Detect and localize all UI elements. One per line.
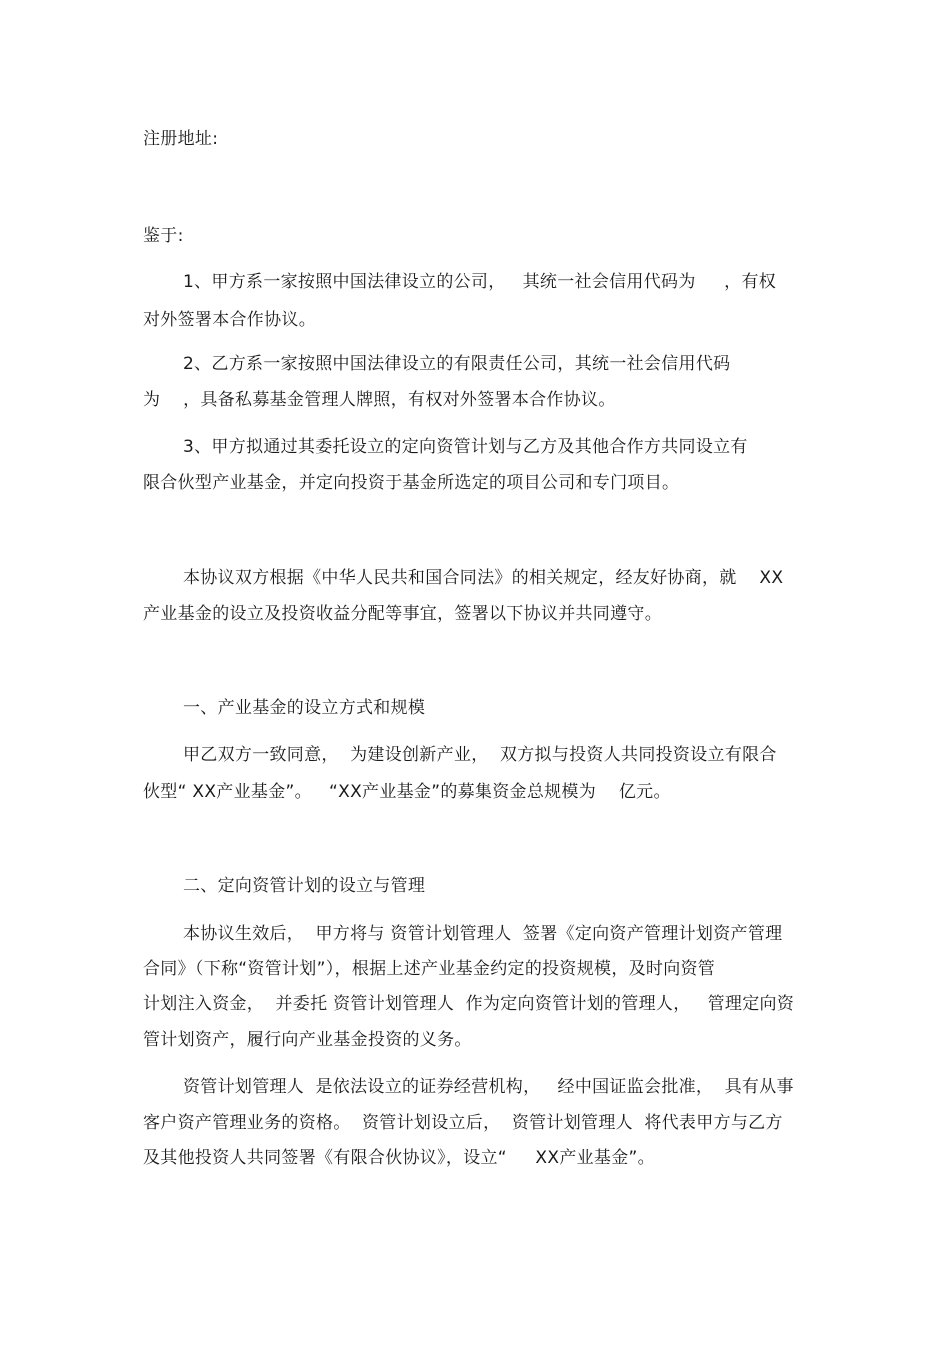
- section-2-p1-line-1: 本协议生效后， 甲方将与 资管计划管理人 签署《定向资产管理计划资产管理: [183, 924, 783, 944]
- clause-2-line-1: 2、乙方系一家按照中国法律设立的有限责任公司，其统一社会信用代码: [183, 354, 731, 374]
- clause-3-line-2: 限合伙型产业基金，并定向投资于基金所选定的项目公司和专门项目。: [143, 473, 680, 493]
- intro-line-1: 本协议双方根据《中华人民共和国合同法》的相关规定，经友好协商，就 XX: [183, 568, 784, 588]
- whereas-heading: 鉴于:: [143, 226, 184, 246]
- intro-line-2: 产业基金的设立及投资收益分配等事宜，签署以下协议并共同遵守。: [143, 604, 662, 624]
- clause-3-line-1: 3、甲方拟通过其委托设立的定向资管计划与乙方及其他合作方共同设立有: [183, 437, 748, 457]
- section-1-p1-line-1: 甲乙双方一致同意， 为建设创新产业， 双方拟与投资人共同投资设立有限合: [183, 745, 777, 765]
- section-1-heading: 一、产业基金的设立方式和规模: [183, 698, 426, 718]
- clause-1-line-2: 对外签署本合作协议。: [143, 310, 316, 330]
- section-2-heading: 二、定向资管计划的设立与管理: [183, 876, 426, 896]
- section-2-p1-line-2: 合同》（下称“资管计划”），根据上述产业基金约定的投资规模，及时向资管: [143, 959, 716, 979]
- section-2-p1-line-3: 计划注入资金， 并委托 资管计划管理人 作为定向资管计划的管理人， 管理定向资: [143, 994, 795, 1014]
- section-2-p2-line-2: 客户资产管理业务的资格。 资管计划设立后， 资管计划管理人 将代表甲方与乙方: [143, 1113, 783, 1133]
- clause-1-line-1: 1、甲方系一家按照中国法律设立的公司， 其统一社会信用代码为 ，有权: [183, 272, 777, 292]
- section-1-p1-line-2: 伙型“ XX产业基金”。 “XX产业基金”的募集资金总规模为 亿元。: [143, 782, 671, 802]
- section-2-p1-line-4: 管计划资产，履行向产业基金投资的义务。: [143, 1030, 472, 1050]
- section-2-p2-line-3: 及其他投资人共同签署《有限合伙协议》，设立“ XX产业基金”。: [143, 1148, 655, 1168]
- clause-2-line-2: 为 ，具备私募基金管理人牌照，有权对外签署本合作协议。: [143, 390, 616, 410]
- section-2-p2-line-1: 资管计划管理人 是依法设立的证券经营机构， 经中国证监会批准， 具有从事: [183, 1077, 794, 1097]
- registered-address-label: 注册地址:: [143, 129, 219, 149]
